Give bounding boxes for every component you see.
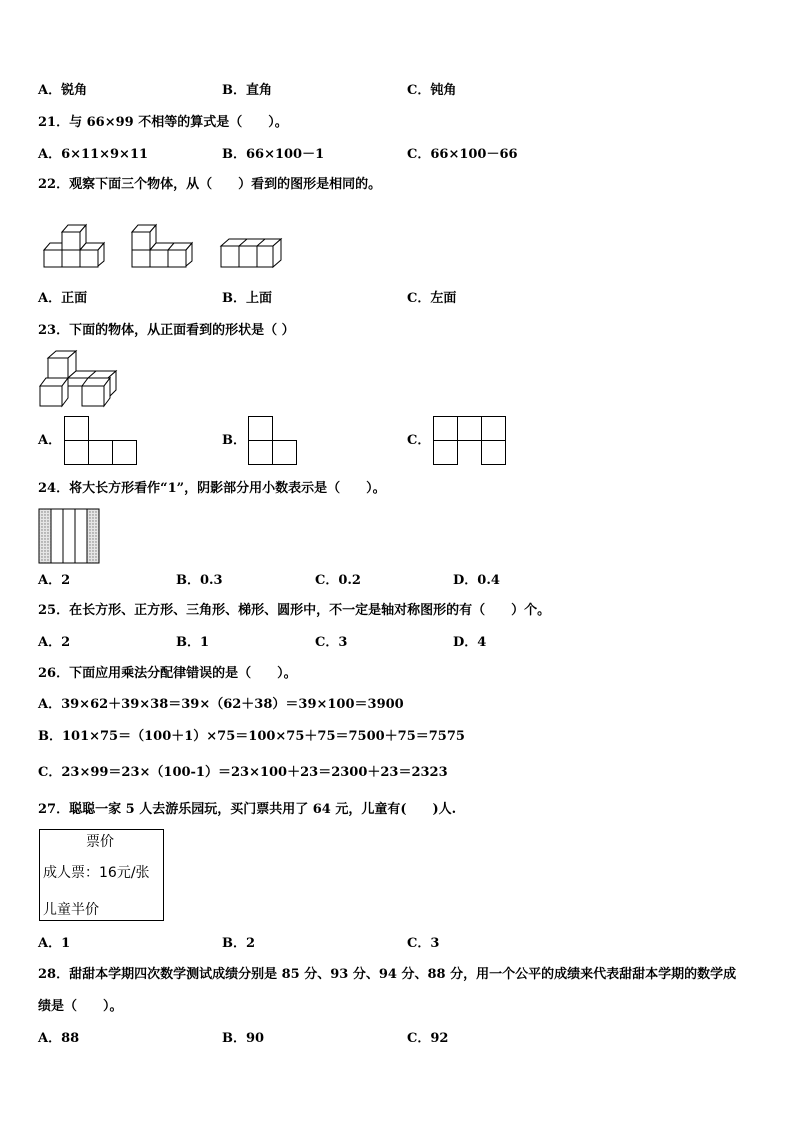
q28-option-b[interactable]: B．90 [222,1031,265,1046]
q26-stem: 26．下面应用乘法分配律错误的是（ ）。 [38,666,297,681]
child-ticket-price: 儿童半价 [43,902,99,918]
q20-option-a[interactable]: A．锐角 [38,83,88,98]
q21-stem: 21．与 66×99 不相等的算式是（ ）。 [38,115,288,130]
q22-object-2-figure [130,222,196,268]
q21-option-b[interactable]: B．66×100－1 [222,147,325,162]
q23-stem: 23．下面的物体，从正面看到的形状是（ ） [38,323,295,338]
q22-stem: 22．观察下面三个物体，从（ ）看到的图形是相同的。 [38,177,382,192]
q28-stem-line-1: 28．甜甜本学期四次数学测试成绩分别是 85 分、93 分、94 分、88 分，用一个公平的成绩来代表甜甜本学期的数学成 [38,967,737,982]
q25-option-b[interactable]: B．1 [176,635,210,650]
q23-option-c-figure[interactable] [433,416,507,466]
q28-option-a[interactable]: A．88 [38,1031,80,1046]
q20-option-b[interactable]: B．直角 [222,83,272,98]
q22-object-3-figure [219,238,285,268]
q23-option-a-figure[interactable] [64,416,138,466]
q22-option-c[interactable]: C．左面 [407,291,457,306]
q21-option-c[interactable]: C．66×100－66 [407,147,518,162]
q21-option-a[interactable]: A．6×11×9×11 [38,147,149,162]
q23-option-c-label[interactable]: C． [407,433,431,448]
q26-option-a[interactable]: A．39×62＋39×38＝39×（62＋38）＝39×100＝3900 [38,697,404,712]
q22-object-1-figure [44,222,110,268]
q23-option-b-figure[interactable] [248,416,298,466]
q24-stem: 24．将大长方形看作“1”，阴影部分用小数表示是（ ）。 [38,481,386,496]
q28-stem-line-2: 绩是（ ）。 [38,999,123,1014]
q23-object-figure [38,350,120,408]
q27-stem: 27．聪聪一家 5 人去游乐园玩，买门票共用了 64 元，儿童有( )人. [38,802,457,817]
q26-option-b[interactable]: B．101×75＝（100＋1）×75＝100×75＋75＝7500＋75＝7575 [38,729,465,744]
q24-option-a[interactable]: A．2 [38,573,71,588]
adult-ticket-price: 成人票：16元/张 [43,865,150,881]
q22-option-a[interactable]: A．正面 [38,291,88,306]
q27-option-a[interactable]: A．1 [38,936,71,951]
q25-option-a[interactable]: A．2 [38,635,71,650]
q25-option-c[interactable]: C．3 [315,635,348,650]
q20-option-c[interactable]: C．钝角 [407,83,457,98]
q27-option-c[interactable]: C．3 [407,936,440,951]
q28-option-c[interactable]: C．92 [407,1031,449,1046]
q23-option-a-label[interactable]: A． [38,433,62,448]
q22-option-b[interactable]: B．上面 [222,291,272,306]
q23-option-b-label[interactable]: B． [222,433,246,448]
q24-option-c[interactable]: C．0.2 [315,573,361,588]
ticket-price-title: 票价 [86,834,114,850]
q24-option-b[interactable]: B．0.3 [176,573,223,588]
q24-option-d[interactable]: D．0.4 [453,573,500,588]
ticket-price-box [39,829,164,921]
q27-option-b[interactable]: B．2 [222,936,256,951]
q24-shaded-rectangle-figure [38,508,102,564]
q26-option-c[interactable]: C．23×99＝23×（100-1）＝23×100＋23＝2300＋23＝2323 [38,765,448,780]
q25-stem: 25．在长方形、正方形、三角形、梯形、圆形中，不一定是轴对称图形的有（ ）个。 [38,603,551,618]
q25-option-d[interactable]: D．4 [453,635,487,650]
